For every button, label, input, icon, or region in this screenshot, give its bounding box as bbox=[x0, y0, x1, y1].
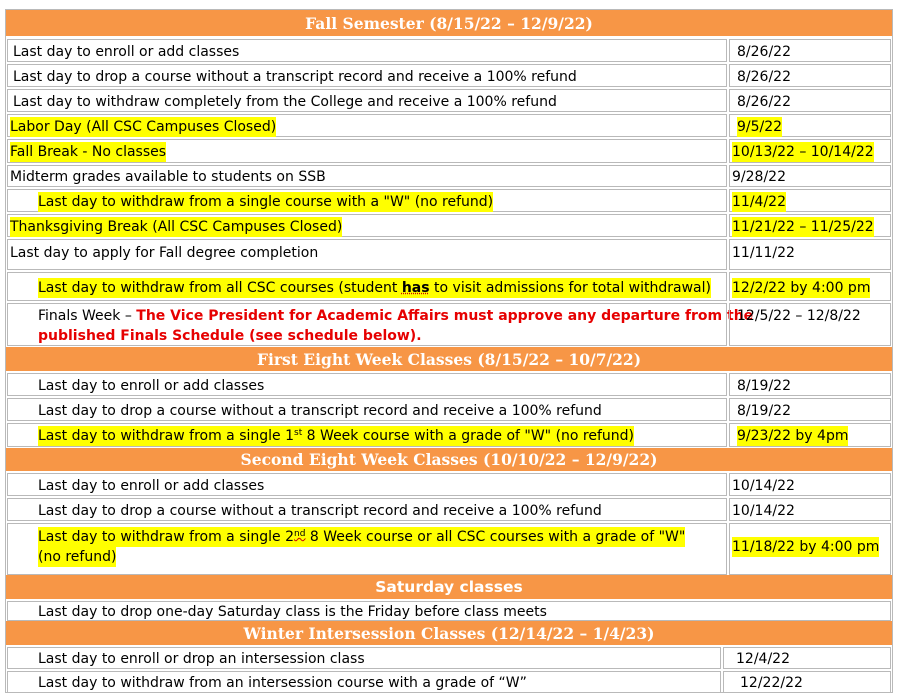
table-row bbox=[6, 112, 892, 137]
event-text: Last day to withdraw from an intersession course with a grade of “W” bbox=[38, 675, 527, 691]
event-text-part: Finals Week – bbox=[38, 308, 137, 324]
section-title: Saturday classes bbox=[375, 578, 523, 596]
event-text: Last day to drop a course without a transcript record and receive a 100% refund bbox=[13, 69, 577, 85]
event-date: 12/2/22 by 4:00 pm bbox=[732, 280, 871, 296]
event-text: Thanksgiving Break (All CSC Campuses Closed) bbox=[10, 219, 343, 235]
event-text-emphasis: published Finals Schedule (see schedule below). bbox=[38, 328, 422, 344]
event-date: 8/26/22 bbox=[737, 94, 791, 110]
table-row bbox=[6, 669, 892, 693]
event-text: Last day to apply for Fall degree completion bbox=[10, 245, 319, 261]
event-date: 10/14/22 bbox=[732, 478, 795, 494]
event-text: Last day to drop one-day Saturday class is the Friday before class meets bbox=[38, 604, 547, 620]
event-text: Midterm grades available to students on SSB bbox=[10, 169, 326, 185]
ordinal-suffix: st bbox=[294, 428, 303, 438]
table-row bbox=[6, 137, 892, 163]
event-text bbox=[38, 426, 634, 446]
section-title: Fall Semester (8/15/22 – 12/9/22) bbox=[305, 13, 593, 33]
event-text-part: Last day to withdraw from a single 1 bbox=[38, 428, 295, 444]
event-date: 10/13/22 – 10/14/22 bbox=[732, 144, 874, 160]
table-row bbox=[6, 496, 892, 521]
event-date: 11/18/22 by 4:00 pm bbox=[732, 539, 880, 555]
table-row bbox=[6, 645, 892, 669]
event-date: 12/4/22 bbox=[736, 651, 790, 667]
event-date: 8/19/22 bbox=[737, 403, 791, 419]
table-row bbox=[6, 62, 892, 87]
event-date: 9/5/22 bbox=[737, 119, 783, 135]
event-date: 10/14/22 bbox=[732, 503, 795, 519]
event-date: 8/26/22 bbox=[737, 44, 791, 60]
event-text-part: 8 Week course with a grade of "W" (no refund) bbox=[302, 428, 635, 444]
event-text: Last day to enroll or add classes bbox=[38, 378, 265, 394]
event-text bbox=[38, 278, 711, 298]
event-date: 12/5/22 – 12/8/22 bbox=[737, 308, 861, 324]
table-row bbox=[6, 521, 892, 575]
section-header-fall bbox=[6, 10, 892, 36]
event-text: Last day to withdraw completely from the College and receive a 100% refund bbox=[13, 94, 557, 110]
event-date: 11/11/22 bbox=[732, 245, 795, 261]
section-title: Second Eight Week Classes (10/10/22 – 12/9/22) bbox=[240, 450, 658, 469]
section-title: First Eight Week Classes (8/15/22 – 10/7/22) bbox=[256, 349, 642, 369]
table-row bbox=[6, 301, 892, 346]
event-text: Last day to enroll or add classes bbox=[13, 44, 240, 60]
table-row bbox=[6, 270, 892, 301]
table-row bbox=[6, 237, 892, 270]
section-header-second-eight-week bbox=[6, 448, 892, 471]
section-header-saturday bbox=[6, 575, 892, 599]
table-row bbox=[6, 212, 892, 237]
event-text: Last day to enroll or drop an intersession class bbox=[38, 651, 365, 667]
event-date: 9/23/22 by 4pm bbox=[737, 428, 849, 444]
event-text: (no refund) bbox=[38, 549, 117, 565]
event-text: Labor Day (All CSC Campuses Closed) bbox=[10, 119, 277, 135]
event-date: 8/26/22 bbox=[737, 69, 791, 85]
event-text-part: Last day to withdraw from a single 2 bbox=[38, 529, 295, 545]
event-date: 11/4/22 bbox=[732, 194, 786, 210]
event-text: Last day to drop a course without a transcript record and receive a 100% refund bbox=[38, 503, 602, 519]
event-text bbox=[38, 527, 685, 547]
academic-calendar-table bbox=[5, 9, 893, 693]
table-row bbox=[6, 421, 892, 447]
event-text-part: Last day to withdraw from all CSC courses (student bbox=[38, 280, 402, 296]
event-date: 12/22/22 bbox=[740, 675, 803, 691]
table-row bbox=[6, 471, 892, 496]
table-row bbox=[6, 396, 892, 421]
table-row bbox=[6, 87, 892, 112]
section-header-winter-intersession bbox=[6, 621, 892, 645]
event-text: Last day to enroll or add classes bbox=[38, 478, 265, 494]
event-date: 11/21/22 – 11/25/22 bbox=[732, 219, 874, 235]
event-text: Last day to drop a course without a transcript record and receive a 100% refund bbox=[38, 403, 602, 419]
event-text-part: to visit admissions for total withdrawal) bbox=[429, 280, 711, 296]
section-header-first-eight-week bbox=[6, 347, 892, 371]
ordinal-suffix: nd bbox=[294, 529, 306, 539]
table-row bbox=[6, 163, 892, 187]
table-row bbox=[6, 599, 892, 621]
event-text-emphasis: The Vice President for Academic Affairs must approve any departure from the bbox=[136, 308, 754, 324]
event-text-part: 8 Week course or all CSC courses with a grade of "W" bbox=[305, 529, 686, 545]
event-text: Fall Break - No classes bbox=[10, 144, 167, 160]
event-text bbox=[38, 306, 753, 326]
table-row bbox=[6, 187, 892, 212]
event-date: 9/28/22 bbox=[732, 169, 786, 185]
event-text-emphasis: has bbox=[401, 280, 430, 296]
table-row bbox=[6, 371, 892, 396]
section-title: Winter Intersession Classes (12/14/22 – 1/4/23) bbox=[243, 623, 655, 643]
event-date: 8/19/22 bbox=[737, 378, 791, 394]
event-text: Last day to withdraw from a single course with a "W" (no refund) bbox=[38, 194, 494, 210]
table-row bbox=[6, 37, 892, 62]
